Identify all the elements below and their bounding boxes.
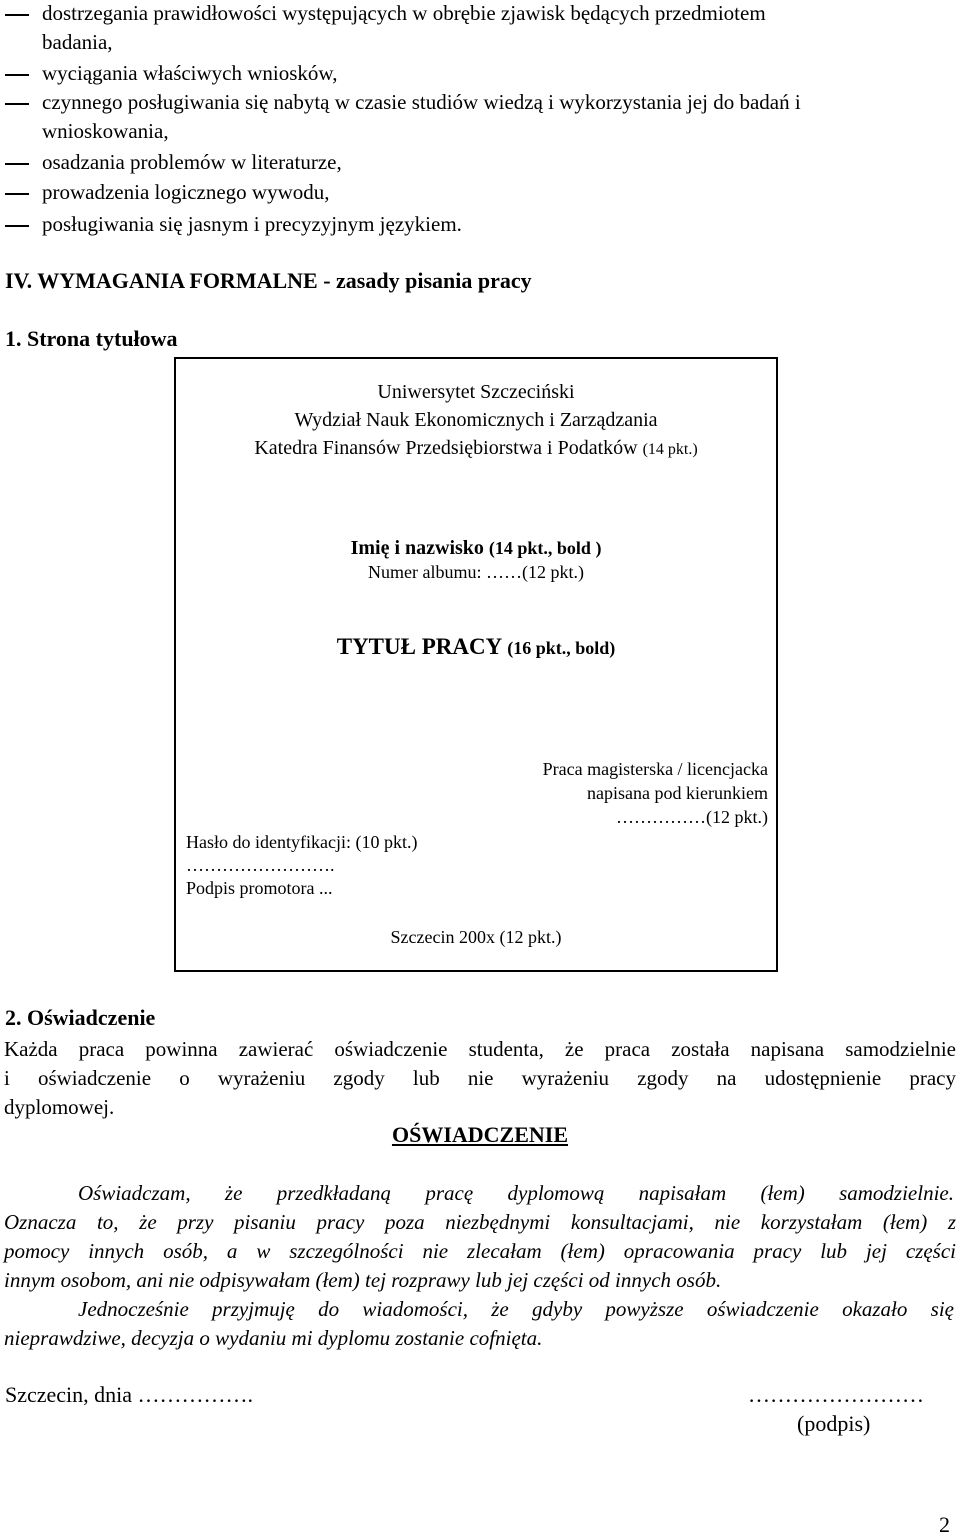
list-item: dostrzegania prawidłowości występujących w obrębie zjawisk będących przedmiotem bbox=[42, 1, 766, 25]
dash-bullet bbox=[5, 193, 29, 195]
declaration-body-line: Jednocześnie przyjmuję do wiadomości, że gdyby powyższe oświadczenie okazało się bbox=[78, 1297, 954, 1321]
list-item-continuation: badania, bbox=[42, 30, 113, 54]
declaration-body-line: Oświadczam, że przedkładaną pracę dyplomową napisałam (łem) samodzielnie. bbox=[78, 1181, 954, 1205]
university-name: Uniwersytet Szczeciński bbox=[377, 381, 575, 403]
declaration-body-line: nieprawdziwe, decyzja o wydaniu mi dyplomu zostanie cofnięta. bbox=[4, 1326, 543, 1350]
list-item: prowadzenia logicznego wywodu, bbox=[42, 180, 330, 204]
thesis-title: TYTUŁ PRACY bbox=[336, 634, 503, 659]
student-name-label: Imię i nazwisko bbox=[350, 537, 484, 559]
declaration-body-line: innym osobom, ani nie odpisywałam (łem) tej rozprawy lub jej części od innych osób. bbox=[4, 1268, 722, 1292]
declaration-body-line: Oznacza to, że przy pisaniu pracy poza niezbędnymi konsultacjami, nie korzystałam (łem) z bbox=[4, 1210, 956, 1234]
department-name: Katedra Finansów Przedsiębiorstwa i Podatków bbox=[254, 437, 638, 459]
declaration-intro-line: dyplomowej. bbox=[4, 1095, 115, 1119]
declaration-intro-line: i oświadczenie o wyrażeniu zgody lub nie wyrażeniu zgody na udostępnienie pracy bbox=[4, 1066, 956, 1090]
list-item: posługiwania się jasnym i precyzyjnym językiem. bbox=[42, 212, 462, 236]
student-name-note: (14 pkt., bold ) bbox=[488, 538, 602, 558]
section-heading: IV. WYMAGANIA FORMALNE - zasady pisania pracy bbox=[5, 268, 532, 293]
signature-dots-line: …………………… bbox=[748, 1382, 924, 1407]
declaration-intro-line: Każda praca powinna zawierać oświadczenie studenta, że praca została napisana samodzielnie bbox=[4, 1037, 956, 1061]
list-item: wyciągania właściwych wniosków, bbox=[42, 61, 338, 85]
place-year: Szczecin 200x (12 pkt.) bbox=[390, 927, 562, 947]
title-page-sample bbox=[174, 357, 778, 972]
signature-dots: ……………………. bbox=[186, 855, 335, 875]
title-page-heading: 1. Strona tytułowa bbox=[5, 326, 178, 351]
list-item-continuation: wnioskowania, bbox=[42, 119, 169, 143]
dash-bullet bbox=[5, 74, 29, 76]
supervisor-line: ……………(12 pkt.) bbox=[616, 807, 768, 827]
list-item: osadzania problemów w literaturze, bbox=[42, 150, 342, 174]
declaration-body-line: pomocy innych osób, a w szczególności nie zlecałam (łem) opracowania pracy lub jej części bbox=[4, 1239, 956, 1263]
password-line: Hasło do identyfikacji: (10 pkt.) bbox=[186, 832, 418, 852]
page-number: 2 bbox=[939, 1512, 950, 1537]
declaration-heading: 2. Oświadczenie bbox=[5, 1005, 156, 1030]
signature-place-date: Szczecin, dnia ……………. bbox=[5, 1382, 254, 1407]
promoter-signature: Podpis promotora ... bbox=[186, 878, 333, 898]
supervisor-label: napisana pod kierunkiem bbox=[587, 783, 768, 803]
dash-bullet bbox=[5, 225, 29, 227]
dash-bullet bbox=[5, 163, 29, 165]
dash-bullet bbox=[5, 14, 29, 16]
thesis-title-line bbox=[176, 634, 776, 660]
faculty-name: Wydział Nauk Ekonomicznych i Zarządzania bbox=[294, 409, 658, 431]
thesis-title-note: (16 pkt., bold) bbox=[507, 638, 616, 658]
thesis-type: Praca magisterska / licencjacka bbox=[542, 759, 768, 779]
name-line bbox=[176, 537, 776, 560]
declaration-title: OŚWIADCZENIE bbox=[391, 1122, 569, 1147]
signature-label: (podpis) bbox=[797, 1411, 871, 1436]
dash-bullet bbox=[5, 103, 29, 105]
department-note: (14 pkt.) bbox=[642, 441, 698, 458]
department-line bbox=[176, 437, 776, 460]
album-number-line: Numer albumu: ……(12 pkt.) bbox=[368, 562, 584, 582]
list-item: czynnego posługiwania się nabytą w czasie studiów wiedzą i wykorzystania jej do badań i bbox=[42, 90, 801, 114]
